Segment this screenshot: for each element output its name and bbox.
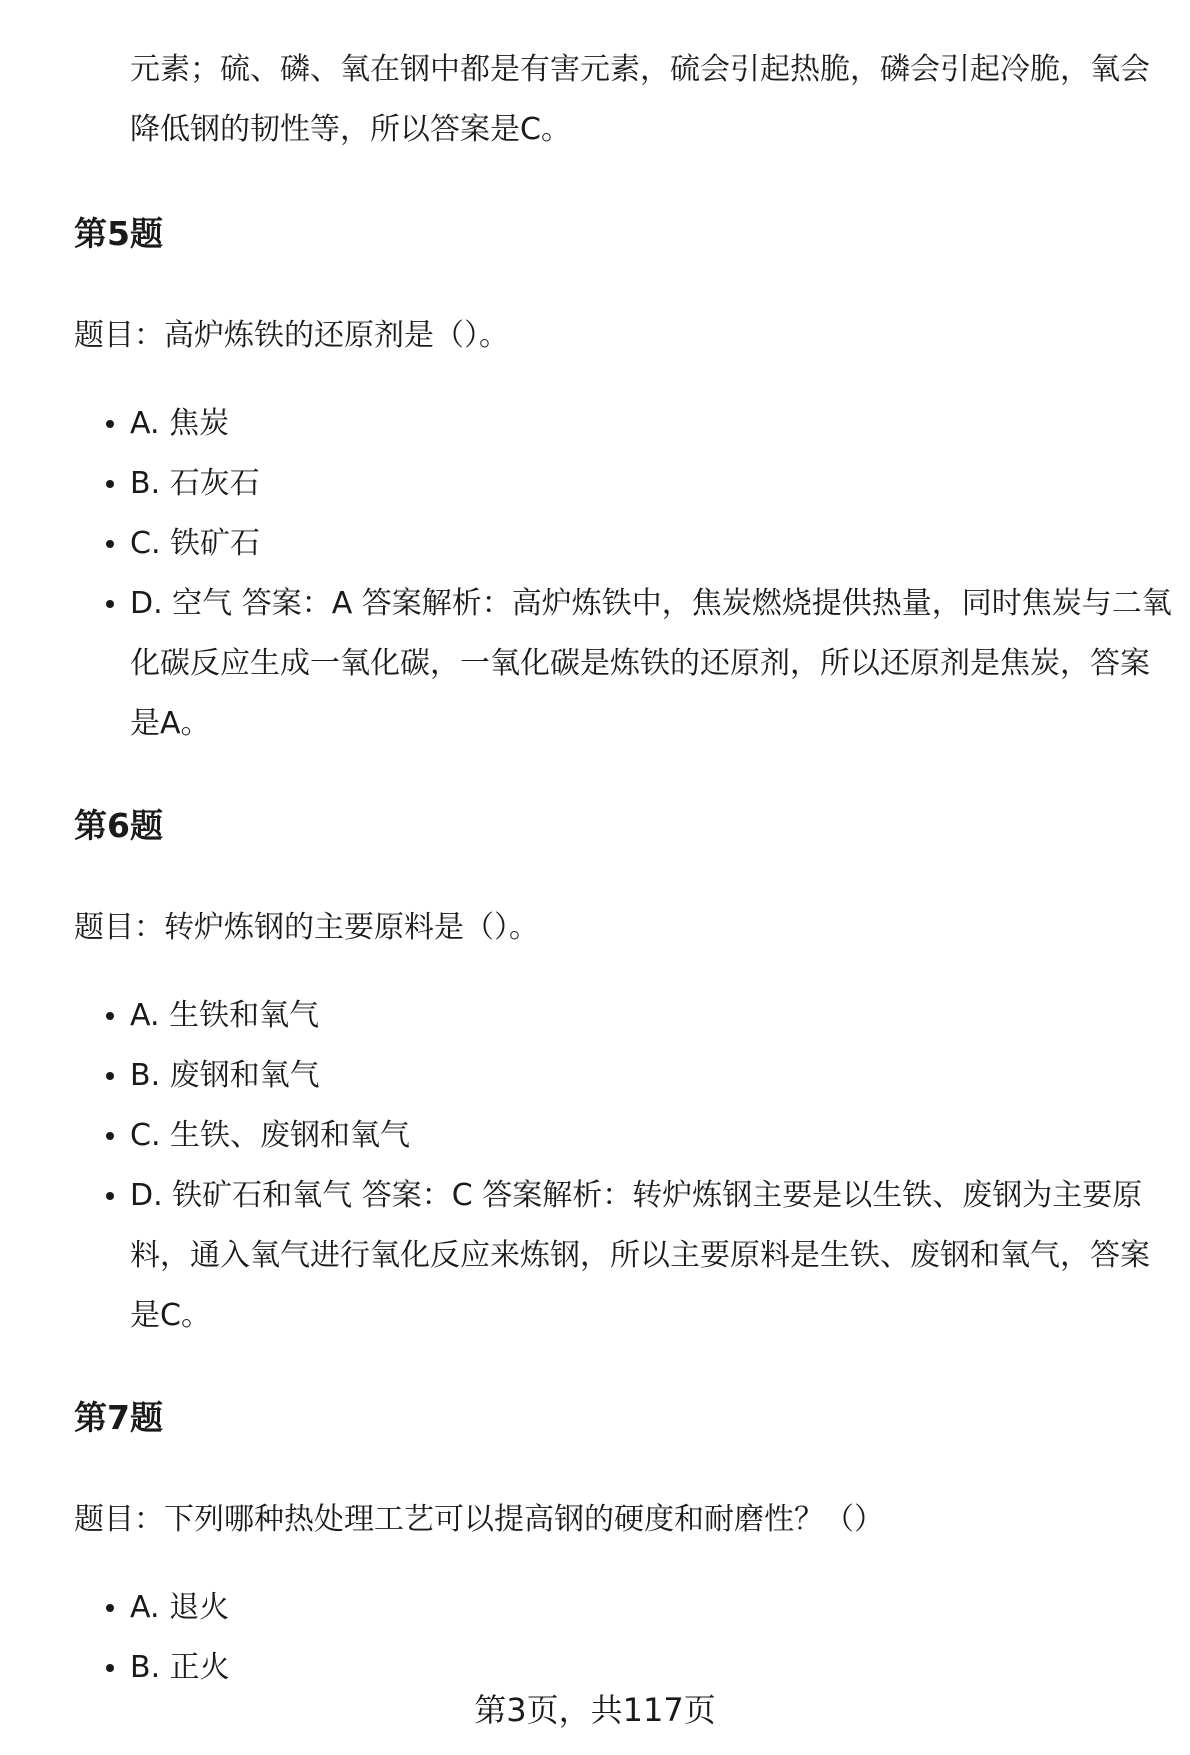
option-item: B. 石灰石: [74, 454, 1174, 514]
question-stem: 题目：下列哪种热处理工艺可以提高钢的硬度和耐磨性？（）: [74, 1502, 884, 1537]
option-item: A. 退火: [74, 1578, 1174, 1638]
option-item: A. 焦炭: [74, 394, 1174, 454]
question-title: 第5题: [74, 214, 163, 253]
document-body: [74, 40, 1174, 1698]
option-item: D. 空气 答案：A 答案解析：高炉炼铁中，焦炭燃烧提供热量，同时焦炭与二氧化碳反应生成一氧化碳，一氧化碳是炼铁的还原剂，所以还原剂是焦炭，答案是A。: [74, 574, 1174, 754]
option-list: [74, 986, 1174, 1346]
question-title: 第6题: [74, 806, 163, 845]
continuation-line-1: 元素；硫、磷、氧在钢中都是有害元素，硫会引起热脆，磷会引起冷脆，氧会: [130, 52, 1150, 87]
continuation-paragraph: [74, 40, 1174, 160]
continuation-line-2: 降低钢的韧性等，所以答案是C。: [130, 112, 571, 147]
option-list: [74, 394, 1174, 754]
question-stem: 题目：转炉炼钢的主要原料是（）。: [74, 910, 539, 945]
option-item: B. 正火: [74, 1638, 1174, 1698]
option-item: C. 生铁、废钢和氧气: [74, 1106, 1174, 1166]
page-number-footer: 第3页，共117页: [474, 1691, 716, 1729]
question-6: [74, 796, 1174, 1346]
question-title: 第7题: [74, 1398, 163, 1437]
option-item: C. 铁矿石: [74, 514, 1174, 574]
option-list: [74, 1578, 1174, 1698]
option-item: B. 废钢和氧气: [74, 1046, 1174, 1106]
question-stem: 题目：高炉炼铁的还原剂是（）。: [74, 318, 509, 353]
option-item: A. 生铁和氧气: [74, 986, 1174, 1046]
question-5: [74, 204, 1174, 754]
question-7: [74, 1388, 1174, 1698]
option-item: D. 铁矿石和氧气 答案：C 答案解析：转炉炼钢主要是以生铁、废钢为主要原料，通入氧气进行氧化反应来炼钢，所以主要原料是生铁、废钢和氧气，答案是C。: [74, 1166, 1174, 1346]
